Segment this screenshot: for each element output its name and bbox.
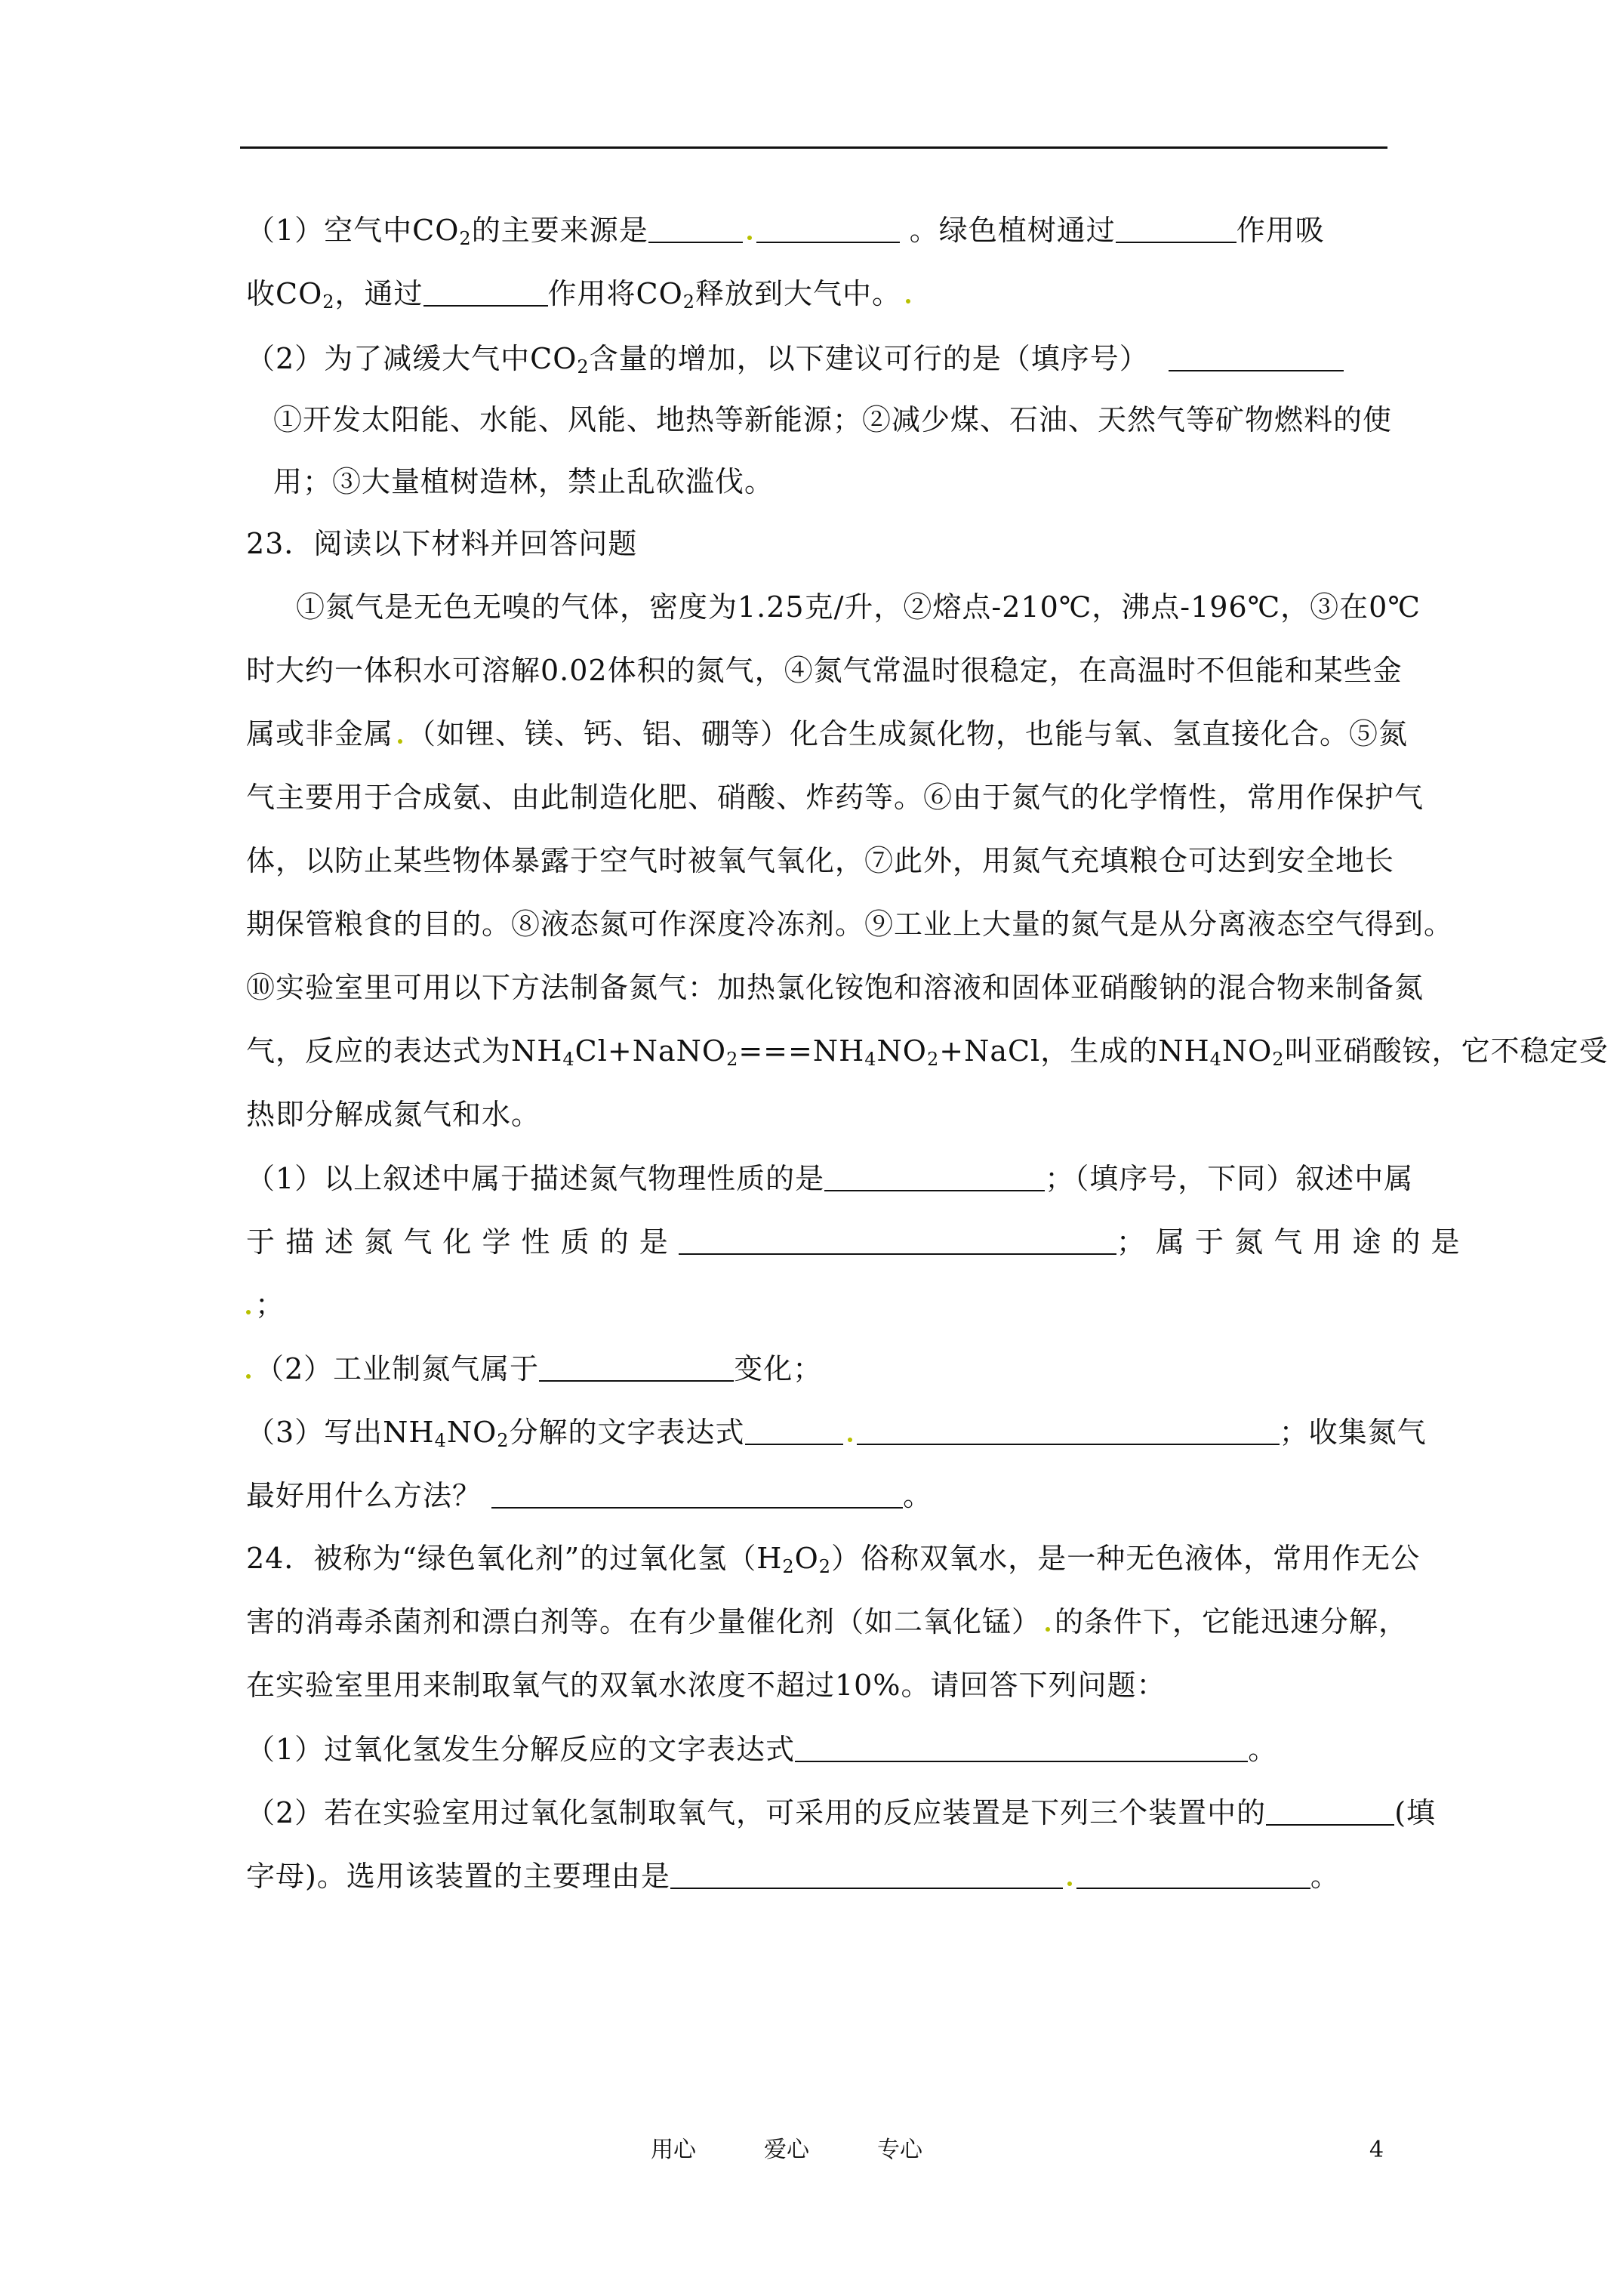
q23-material-line6: 期保管粮食的目的。⑧液态氮可作深度冷冻剂。⑨工业上大量的氮气是从分离液态空气得到。 bbox=[246, 908, 1454, 941]
answer-blank[interactable] bbox=[857, 1416, 1280, 1445]
answer-blank[interactable] bbox=[756, 214, 900, 243]
answer-blank[interactable] bbox=[1266, 1797, 1394, 1826]
mark-dot bbox=[1046, 1627, 1050, 1632]
q23-title: 23．阅读以下材料并回答问题 bbox=[246, 527, 638, 560]
mark-dot bbox=[848, 1438, 852, 1442]
answer-blank[interactable] bbox=[679, 1226, 1116, 1255]
q22-part2-line: （2）为了减缓大气中$CO_2$含量的增加，以下建议可行的是（填序号） bbox=[246, 340, 1344, 377]
answer-blank[interactable] bbox=[795, 1734, 1248, 1762]
q24-sub1-line: （1）过氧化氢发生分解反应的文字表达式 。 bbox=[246, 1733, 1278, 1766]
q23-material-line8: 气，反应的表达式为$NH_4Cl+NaNO_2===NH_4NO_2+NaCl$，生成的$NH_4NO_2$叫亚硝酸铵，它不稳定受 bbox=[246, 1034, 1609, 1070]
q22-options-line1: ①开发太阳能、水能、风能、地热等新能源；②减少煤、石油、天然气等矿物燃料的使 bbox=[273, 403, 1393, 436]
q23-material-line2: 时大约一体积水可溶解0.02体积的氮气，④氮气常温时很稳定，在高温时不但能和某些金 bbox=[246, 654, 1403, 687]
answer-blank[interactable] bbox=[491, 1480, 903, 1509]
q23-material-line4: 气主要用于合成氨、由此制造化肥、硝酸、炸药等。⑥由于氮气的化学惰性，常用作保护气 bbox=[246, 781, 1424, 814]
q23-sub3-line1: （3）写出$NH_4NO_2$分解的文字表达式 ；收集氮气 bbox=[246, 1416, 1427, 1451]
mark-dot bbox=[246, 1374, 251, 1379]
q23-sub1-line1: （1）以上叙述中属于描述氮气物理性质的是 ；（填序号，下同）叙述中属 bbox=[246, 1162, 1414, 1195]
q23-sub2-line: （2）工业制氮气属于 变化； bbox=[246, 1350, 822, 1387]
q22-part1-line1: （1）空气中$CO_2$的主要来源是 。绿色植树通过 作用吸 bbox=[246, 214, 1325, 249]
q23-material-line5: 体，以防止某些物体暴露于空气时被氧气氧化，⑦此外，用氮气充填粮仓可达到安全地长 bbox=[246, 844, 1395, 877]
q24-sub2-line1: （2）若在实验室用过氧化氢制取氧气，可采用的反应装置是下列三个装置中的 (填 bbox=[246, 1796, 1437, 1829]
footer-motto-3: 专心 bbox=[877, 2137, 922, 2163]
answer-blank[interactable] bbox=[423, 278, 548, 307]
answer-blank[interactable] bbox=[745, 1416, 843, 1445]
footer-motto-1: 用心 bbox=[651, 2137, 696, 2163]
mark-dot bbox=[906, 299, 910, 304]
answer-blank[interactable] bbox=[670, 1860, 1063, 1889]
q22-part1-line2: 收$CO_2$，通过 作用将$CO_2$释放到大气中。 bbox=[246, 275, 915, 312]
q23-sub3-line2: 最好用什么方法？ 。 bbox=[246, 1479, 933, 1512]
answer-blank[interactable] bbox=[539, 1353, 734, 1382]
q23-sub1-line2: 于 描 述 氮 气 化 学 性 质 的 是 ； 属 于 氮 气 用 途 的 是 bbox=[246, 1225, 1461, 1259]
q23-material-line1: ①氮气是无色无嗅的气体，密度为1.25克/升，②熔点-210℃，沸点-196℃，③在0℃ bbox=[296, 590, 1421, 624]
mark-dot bbox=[747, 236, 752, 240]
mark-dot bbox=[398, 739, 402, 744]
q24-line1: 24．被称为“绿色氧化剂”的过氧化氢$(H_2O_2)$俗称双氧水，是一种无色液体，常用作无公 bbox=[246, 1542, 1421, 1577]
mark-dot bbox=[246, 1310, 251, 1314]
answer-blank[interactable] bbox=[1169, 343, 1344, 371]
q23-material-line3: 属或非金属 （如锂、镁、钙、铝、硼等）化合生成氮化物，也能与氧、氢直接化合。⑤氮 bbox=[246, 717, 1409, 750]
answer-blank[interactable] bbox=[648, 214, 743, 243]
answer-blank[interactable] bbox=[1076, 1860, 1310, 1889]
q22-options-line2: 用；③大量植树造林，禁止乱砍滥伐。 bbox=[273, 465, 775, 498]
q24-line3: 在实验室里用来制取氧气的双氧水浓度不超过10%。请回答下列问题： bbox=[246, 1669, 1166, 1702]
page-number: 4 bbox=[1369, 2137, 1384, 2163]
header-rule bbox=[240, 146, 1387, 149]
q24-sub2-line2: 字母)。选用该装置的主要理由是 。 bbox=[246, 1860, 1340, 1893]
footer-motto-2: 爱心 bbox=[764, 2137, 809, 2163]
q24-line2: 害的消毒杀菌剂和漂白剂等。在有少量催化剂（如二氧化锰） 的条件下，它能迅速分解， bbox=[246, 1605, 1409, 1638]
q23-material-line9: 热即分解成氮气和水。 bbox=[246, 1098, 541, 1131]
answer-blank[interactable] bbox=[824, 1163, 1045, 1191]
q23-material-line7: ⑩实验室里可用以下方法制备氮气：加热氯化铵饱和溶液和固体亚硝酸钠的混合物来制备氮 bbox=[246, 971, 1424, 1004]
answer-blank[interactable] bbox=[1116, 214, 1236, 243]
mark-dot bbox=[1067, 1881, 1072, 1886]
q23-sub1-line3: ； bbox=[246, 1287, 285, 1323]
